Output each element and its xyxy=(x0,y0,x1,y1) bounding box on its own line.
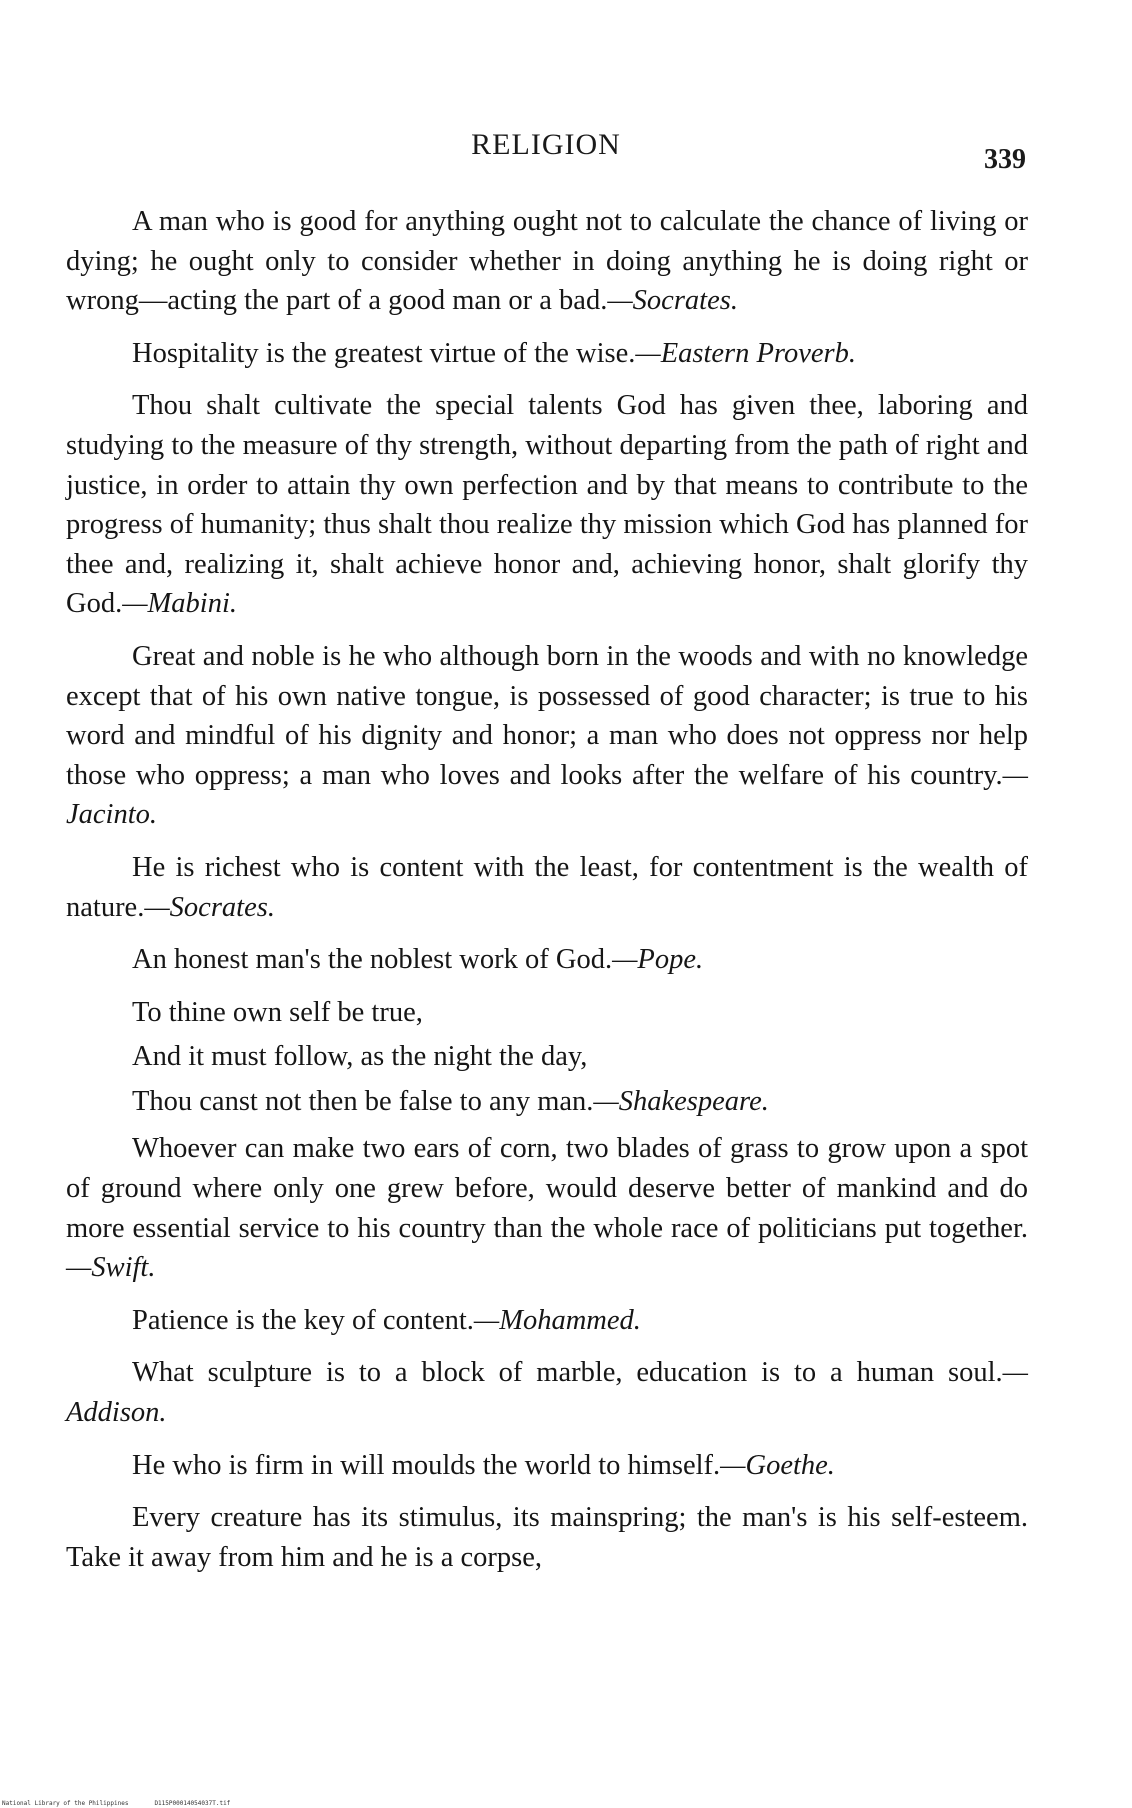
quote-text: He is richest who is content with the least, for contentment is the wealth of nature. xyxy=(66,851,1028,923)
quote-attribution: —Goethe. xyxy=(720,1449,835,1481)
quote-text: Great and noble is he who although born in the woods and with no knowledge except that of his own native tongue, is possessed of good character; is true to his word and mindful of his dignity and honor; a man who does not oppress nor help those who oppress; a man who loves and looks after the welfare of his country. xyxy=(66,640,1028,791)
quote-paragraph xyxy=(66,334,1028,374)
verse-line xyxy=(66,993,1028,1033)
footer-library: National Library of the Philippines xyxy=(2,1800,129,1807)
quote-paragraph xyxy=(66,386,1028,624)
quote-attribution: —Mohammed. xyxy=(473,1304,641,1336)
verse-text: And it must follow, as the night the day, xyxy=(132,1041,588,1073)
page-body xyxy=(66,202,1028,1590)
quote-paragraph xyxy=(66,1353,1028,1432)
quote-paragraph xyxy=(66,637,1028,835)
quote-paragraph xyxy=(66,1498,1028,1577)
quote-paragraph xyxy=(66,848,1028,927)
quote-attribution: —Socrates. xyxy=(144,891,275,923)
quote-attribution: —Shakespeare. xyxy=(593,1085,769,1117)
quote-paragraph xyxy=(66,1301,1028,1341)
quote-attribution: —Pope. xyxy=(612,944,704,976)
scan-footer-text xyxy=(2,1800,230,1807)
running-head: RELIGION xyxy=(471,128,621,161)
quote-text: Thou shalt cultivate the special talents God has given thee, laboring and studying to the measure of thy strength, without departing from the path of right and justice, in order to attain thy own perfection and by that means to contribute to the progress of humanity; thus shalt thou realize thy mission which God has planned for thee and, realizing it, shalt achieve honor and, achieving honor, shalt glorify thy God. xyxy=(66,390,1028,620)
quote-paragraph xyxy=(66,940,1028,980)
verse-line xyxy=(66,1082,1028,1122)
quote-text: A man who is good for anything ought not to calculate the chance of living or dying; he ought only to consider whether in doing anything he is doing right or wrong—acting the part of a good man or a bad. xyxy=(66,206,1028,317)
quote-paragraph xyxy=(66,202,1028,321)
quote-attribution: —Socrates. xyxy=(607,285,738,317)
quote-text: Whoever can make two ears of corn, two blades of grass to grow upon a spot of ground where only one grew before, would deserve better of mankind and do more essential service to his country than the whole race of politicians put together. xyxy=(66,1133,1028,1244)
verse-text: Thou canst not then be false to any man. xyxy=(132,1085,594,1117)
footer-file-id: D115P00014054037T.tif xyxy=(154,1800,231,1807)
quote-text: Hospitality is the greatest virtue of the wise. xyxy=(132,337,636,369)
quote-paragraph xyxy=(66,1446,1028,1486)
quote-text: He who is firm in will moulds the world to himself. xyxy=(132,1449,721,1481)
scan-footer xyxy=(0,1798,1132,1808)
quote-attribution: —Mabini. xyxy=(122,588,238,620)
quote-text: An honest man's the noblest work of God. xyxy=(132,944,613,976)
quote-text: What sculpture is to a block of marble, education is to a human soul. xyxy=(132,1357,1003,1389)
quote-attribution: —Swift. xyxy=(66,1252,156,1284)
quote-text: Every creature has its stimulus, its mainspring; the man's is his self-esteem. Take it away from him and he is a corpse, xyxy=(66,1502,1028,1573)
quote-text: Patience is the key of content. xyxy=(132,1304,474,1336)
verse-text: To thine own self be true, xyxy=(132,996,423,1028)
page-number: 339 xyxy=(984,144,1026,175)
quote-attribution: —Eastern Proverb. xyxy=(635,337,856,369)
page-header xyxy=(66,128,1026,178)
quote-attribution: —Jacinto. xyxy=(66,759,1028,831)
verse-line xyxy=(66,1037,1028,1077)
quote-paragraph xyxy=(66,1129,1028,1287)
quote-attribution: —Addison. xyxy=(66,1357,1028,1429)
